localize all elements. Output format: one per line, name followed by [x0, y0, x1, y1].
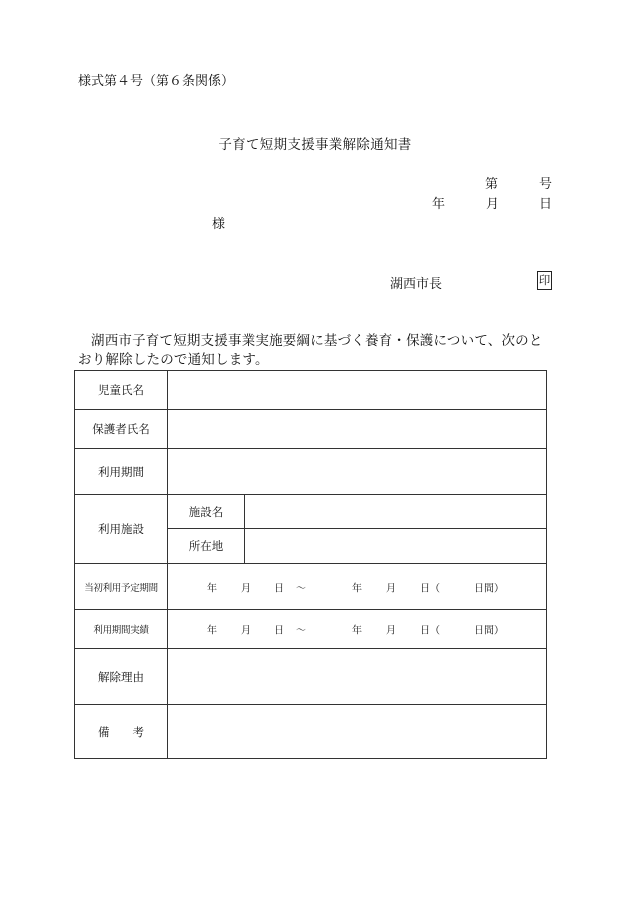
- facility-name-label: 施設名: [168, 495, 245, 529]
- guardian-name-label: 保護者氏名: [75, 410, 168, 449]
- reason-field[interactable]: [168, 649, 547, 705]
- actual-end-month: 月: [386, 625, 396, 637]
- issuer-name: 湖西市長: [390, 277, 443, 292]
- form-number: 様式第４号（第６条関係）: [78, 74, 235, 89]
- planned-end-day: 日（: [420, 583, 440, 594]
- number-suffix: 号: [539, 177, 553, 192]
- planned-end-month: 月: [386, 583, 396, 594]
- row-guardian-name: [75, 410, 547, 449]
- addressee-suffix: 様: [212, 217, 226, 232]
- actual-period-label: 利用期間実績: [75, 610, 168, 649]
- planned-start-year: 年: [207, 583, 217, 594]
- date-month-label: 月: [486, 197, 500, 212]
- notice-table: [74, 370, 547, 759]
- guardian-name-field[interactable]: [168, 410, 547, 449]
- number-prefix: 第: [485, 177, 499, 192]
- seal-mark: 印: [537, 271, 552, 290]
- planned-end-year: 年: [352, 583, 362, 594]
- facility-label: 利用施設: [75, 495, 168, 564]
- body-text: 湖西市子育て短期支援事業実施要綱に基づく養育・保護について、次のとおり解除したので通知します。: [78, 333, 543, 368]
- remarks-field[interactable]: [168, 705, 547, 759]
- usage-period-field[interactable]: [168, 449, 547, 495]
- row-remarks: [75, 705, 547, 759]
- date-year-label: 年: [432, 197, 446, 212]
- child-name-label: 児童氏名: [75, 371, 168, 410]
- planned-period-label: 当初利用予定期間: [75, 564, 168, 610]
- reason-label: 解除理由: [75, 649, 168, 705]
- actual-days-total: 日間）: [474, 625, 504, 637]
- actual-start-day: 日: [274, 625, 284, 637]
- facility-address-field[interactable]: [245, 529, 547, 564]
- remarks-label: 備 考: [75, 705, 168, 759]
- row-usage-period: [75, 449, 547, 495]
- row-reason: [75, 649, 547, 705]
- actual-start-year: 年: [207, 625, 217, 637]
- actual-tilde: ～: [296, 625, 306, 637]
- row-actual-period: [75, 610, 547, 649]
- facility-name-field[interactable]: [245, 495, 547, 529]
- actual-start-month: 月: [241, 625, 251, 637]
- date-day-label: 日: [539, 197, 553, 212]
- usage-period-label: 利用期間: [75, 449, 168, 495]
- planned-days-total: 日間）: [474, 583, 504, 594]
- planned-start-month: 月: [241, 583, 251, 594]
- row-planned-period: [75, 564, 547, 610]
- planned-tilde: ～: [296, 583, 306, 594]
- actual-end-day: 日（: [420, 625, 440, 637]
- actual-end-year: 年: [352, 625, 362, 637]
- row-facility-name: [75, 495, 547, 529]
- document-title: 子育て短期支援事業解除通知書: [218, 137, 412, 153]
- planned-period-field[interactable]: [168, 564, 547, 610]
- facility-address-label: 所在地: [168, 529, 245, 564]
- row-child-name: [75, 371, 547, 410]
- child-name-field[interactable]: [168, 371, 547, 410]
- actual-period-field[interactable]: [168, 610, 547, 649]
- planned-start-day: 日: [274, 583, 284, 594]
